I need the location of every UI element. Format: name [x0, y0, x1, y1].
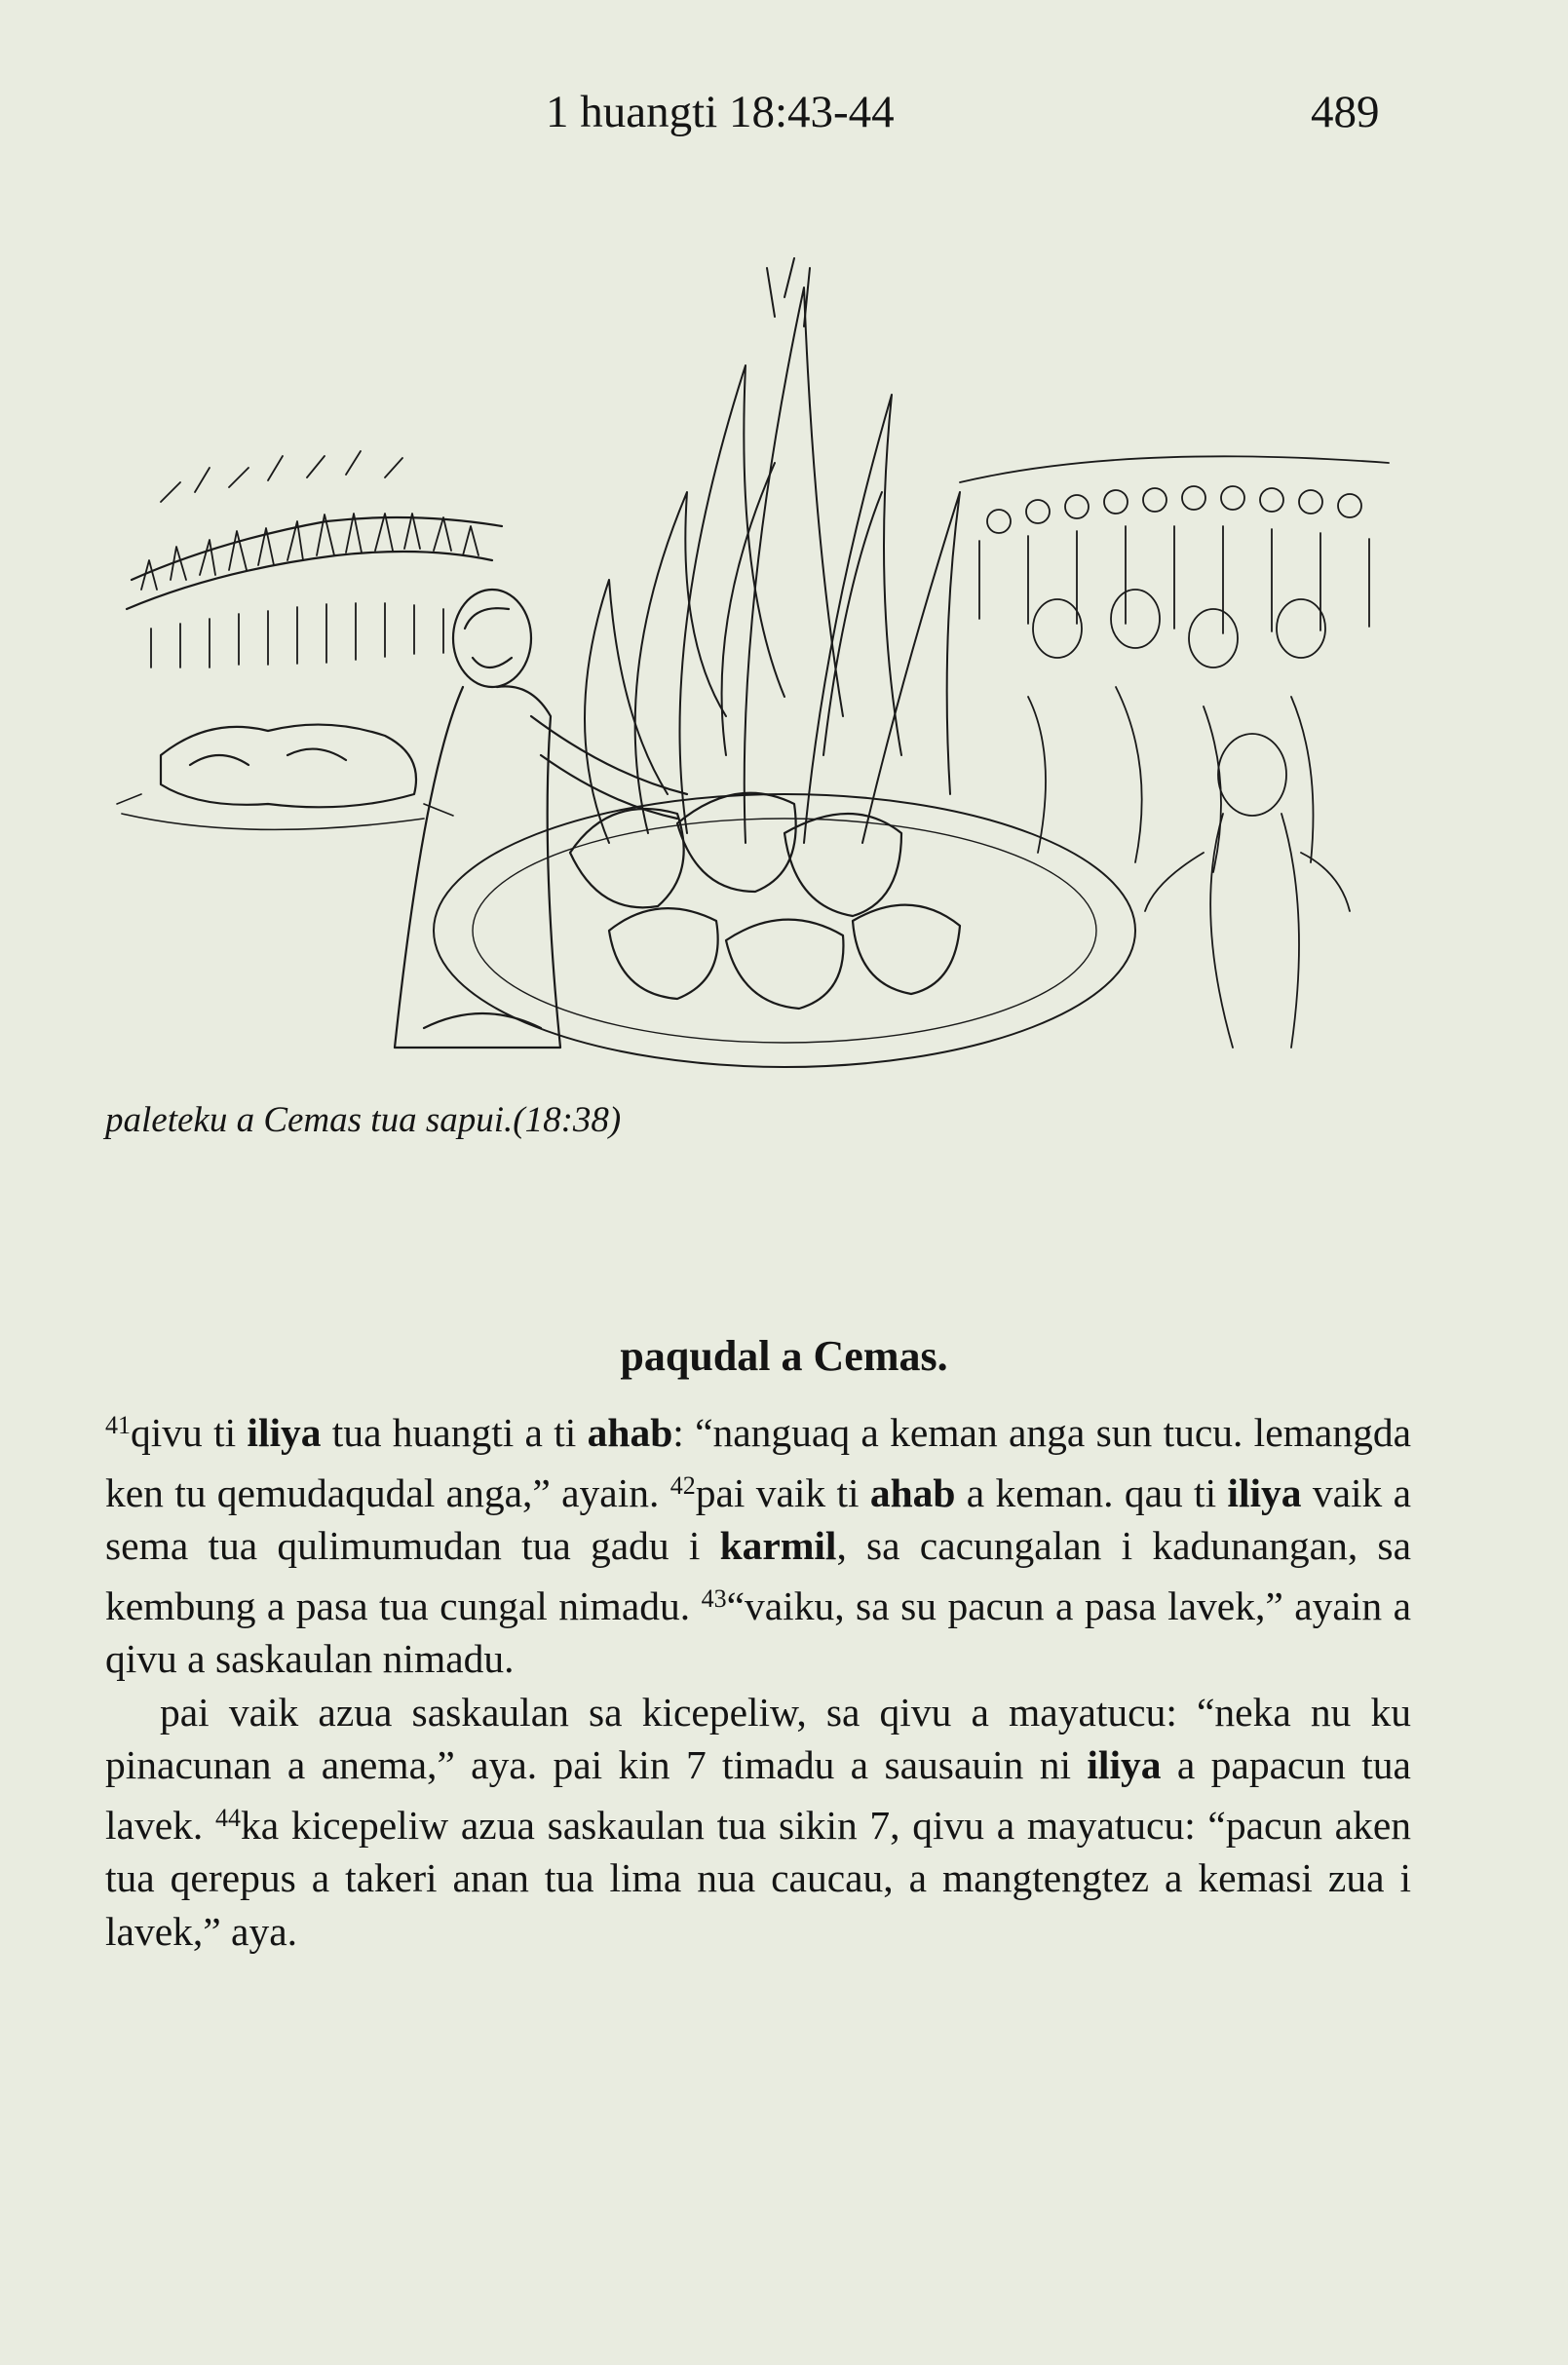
paragraph-2: pai vaik azua saskaulan sa kicepeliw, sa qivu a mayatucu: “neka nu ku pinacunan a anema,” aya. pai kin 7 timadu a sausauin ni iliya a papacun tua lavek. $^{44}$ka kicepeliw azua saskaulan tua sikin 7, qivu a mayatucu: “pacun aken tua qerepus a takeri anan tua lima nua caucau, a mangtengtez a kemasi zua i lavek,” aya. [105, 1689, 1411, 1954]
fire-flames-icon [585, 258, 960, 843]
paragraph-1: $^{41}$qivu ti iliya tua huangti a ti ahab: “nanguaq a keman anga sun tucu. lemangda ken tu qemudaqudal anga,” ayain. $^{42}$pai vaik ti ahab a keman. qau ti iliya vaik a sema tua qulimumudan tua gadu i karmil, sa cacungalan i kadunangan, sa kembung a pasa tua cungal nimadu. $^{43}$“vaiku, sa su pacun a pasa lavek,” ayain a qivu a saskaulan nimadu. [105, 1410, 1411, 1681]
section-heading: paqudal a Cemas. [620, 1332, 948, 1380]
page-number: 489 [1311, 87, 1380, 137]
prophet-figure-icon [395, 590, 687, 1048]
crowd-left-icon [127, 451, 502, 668]
verse-number: 44 [214, 1803, 241, 1832]
running-title: 1 huangti 18:43-44 [546, 87, 895, 137]
scripture-text [105, 1399, 1411, 1958]
illustration-caption: paleteku a Cemas tua sapui.(18:38) [105, 1100, 622, 1140]
verse-number: 43 [701, 1583, 727, 1613]
crowd-right-icon [960, 456, 1389, 1048]
verse-number: 41 [105, 1411, 131, 1439]
page-header [0, 86, 1568, 144]
verse-number: 42 [669, 1470, 696, 1500]
sacrifice-animal-icon [117, 725, 453, 830]
elijah-altar-fire-illustration [102, 171, 1408, 1091]
